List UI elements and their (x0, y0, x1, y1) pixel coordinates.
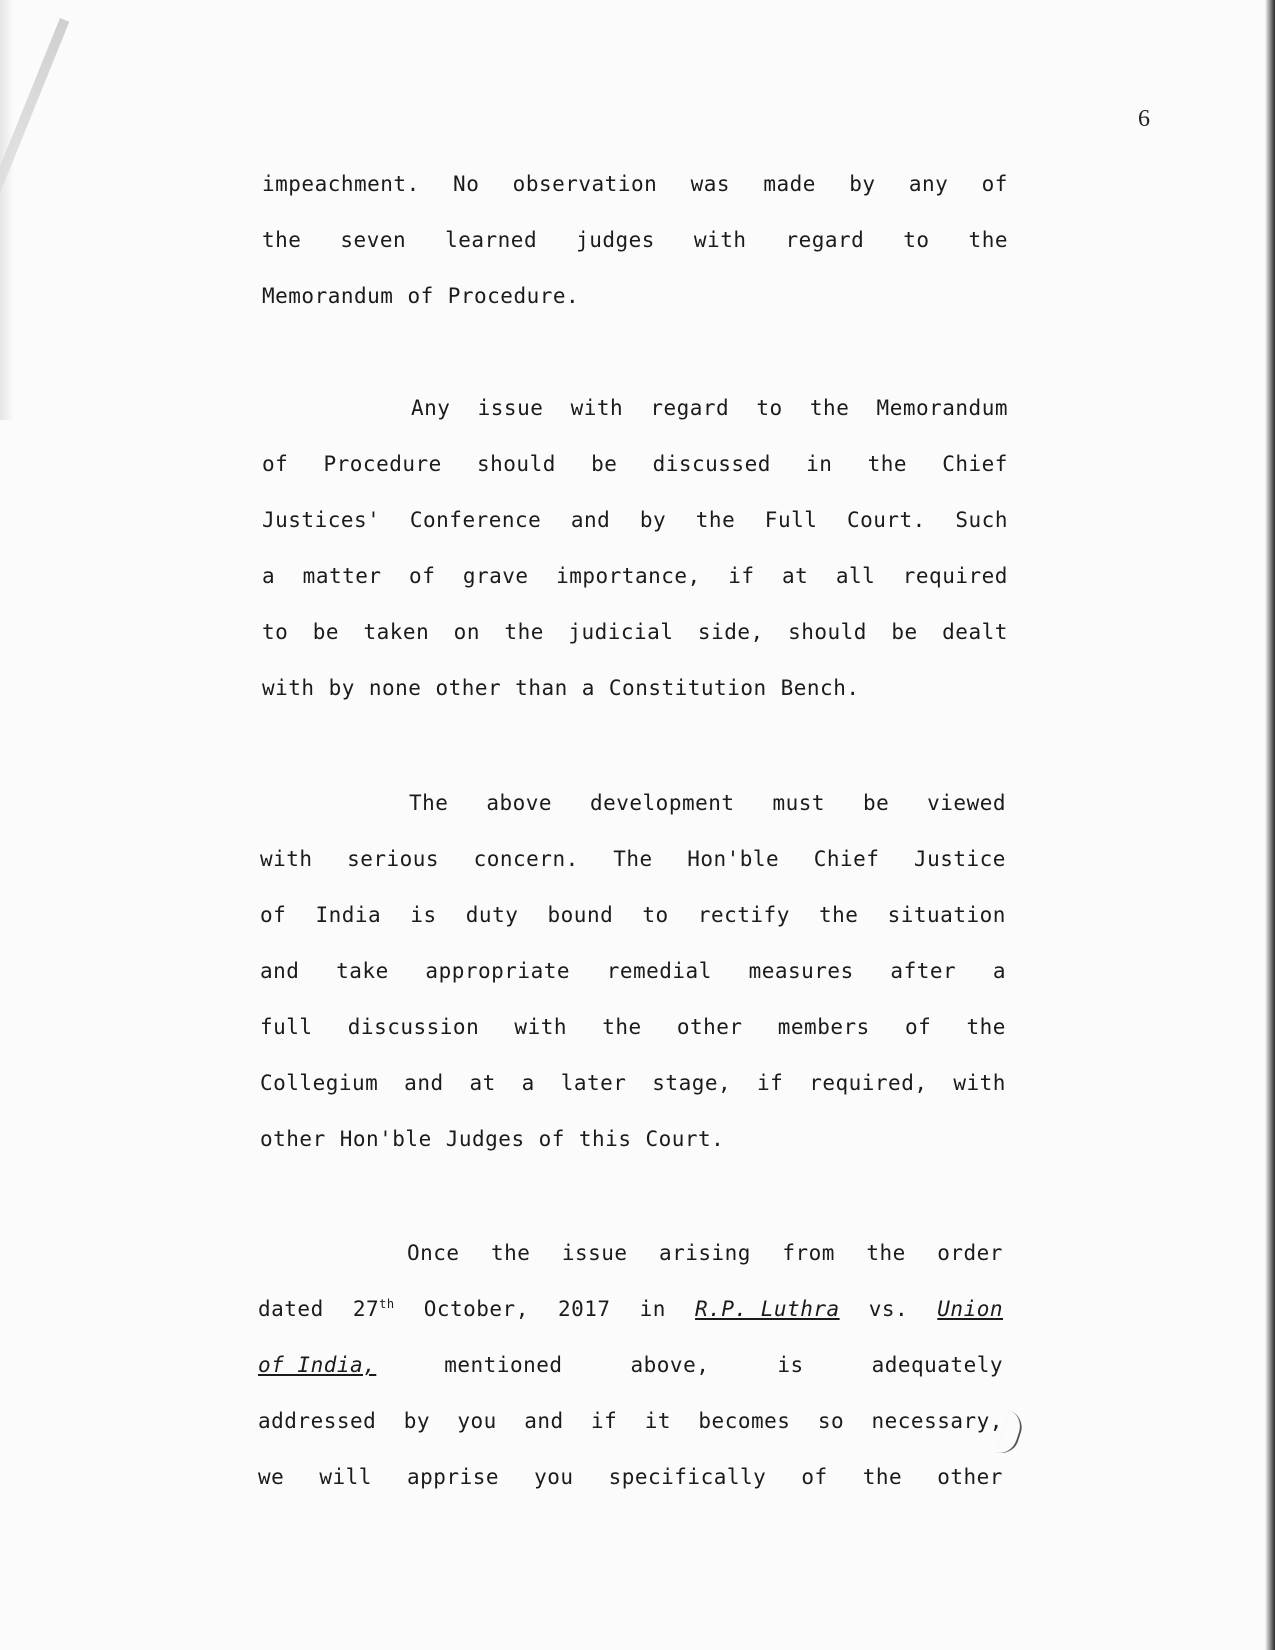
word: the (809, 396, 850, 420)
word: of (262, 452, 289, 476)
word: India (315, 903, 382, 927)
word: concern. (473, 847, 579, 871)
text-line (262, 226, 1008, 254)
text-line (262, 562, 1008, 590)
word: and (404, 1071, 444, 1095)
word: observation (512, 172, 658, 196)
text-line (262, 282, 593, 310)
word: Bench. (780, 676, 860, 700)
text-line (260, 1069, 1006, 1097)
word: No (453, 172, 480, 196)
text-line (262, 618, 1008, 646)
word: made (763, 172, 816, 196)
word: to (756, 396, 783, 420)
word: of (538, 1127, 565, 1151)
text-line (260, 957, 1006, 985)
word: full (260, 1015, 313, 1039)
word: a (521, 1071, 535, 1095)
word: judicial (568, 620, 674, 644)
word: the (819, 903, 859, 927)
word: bound (547, 903, 614, 927)
word: Hon'ble (687, 847, 780, 871)
word: will (319, 1465, 372, 1489)
word: other (260, 1127, 326, 1151)
word: rectify (697, 903, 790, 927)
word: after (890, 959, 957, 983)
case-name-party-a: R.P. Luthra (695, 1297, 840, 1321)
word: mentioned (444, 1353, 563, 1377)
word: of (801, 1465, 828, 1489)
text-line (258, 1295, 1003, 1323)
word: to (262, 620, 289, 644)
word: side, (697, 620, 764, 644)
word: with (570, 396, 624, 420)
word: all (835, 564, 876, 588)
word: Court. (645, 1127, 725, 1151)
word: if (591, 1409, 618, 1433)
word: issue (477, 396, 544, 420)
word: dated (258, 1297, 324, 1321)
word: the (490, 1241, 531, 1265)
word: and (524, 1409, 564, 1433)
word: Chief (942, 452, 1008, 476)
word: specifically (608, 1465, 767, 1489)
word: at (782, 564, 809, 588)
word: judges (576, 228, 655, 252)
word: Any (411, 396, 451, 420)
word: becomes (698, 1409, 791, 1433)
page-number: 6 (1138, 106, 1150, 132)
text-line (258, 1351, 1003, 1379)
word: matter (302, 564, 382, 588)
text-line (262, 674, 873, 702)
word: The (613, 847, 653, 871)
word: if (757, 1071, 784, 1095)
word: was (690, 172, 731, 196)
word: dealt (942, 620, 1008, 644)
word: serious (347, 847, 440, 871)
word: the (862, 1465, 903, 1489)
word: a (581, 676, 595, 700)
word: addressed (258, 1409, 377, 1433)
word: be (591, 452, 618, 476)
word: be (862, 791, 890, 815)
word: the (867, 452, 907, 476)
word: with (693, 228, 747, 252)
text-line (262, 170, 1008, 198)
word: of (407, 284, 434, 308)
word: than (515, 676, 568, 700)
word: a (992, 959, 1006, 983)
word: should (477, 452, 556, 476)
word: so (817, 1409, 845, 1433)
scan-shadow-left (0, 0, 14, 420)
word: to (642, 903, 669, 927)
word: situation (887, 903, 1006, 927)
word: remedial (606, 959, 712, 983)
word: importance, (556, 564, 701, 588)
word: in (639, 1297, 666, 1321)
word: members (777, 1015, 870, 1039)
word: the (968, 228, 1008, 252)
text-line (260, 845, 1006, 873)
word: in (806, 452, 833, 476)
word: impeachment. (262, 172, 420, 196)
word: by (849, 172, 876, 196)
word: of (409, 564, 436, 588)
word: Constitution (608, 676, 767, 700)
text-line (411, 394, 1008, 422)
word: the (262, 228, 302, 252)
word: later (560, 1071, 627, 1095)
word: vs. (868, 1297, 909, 1321)
scan-shadow-right (1265, 0, 1275, 1650)
word: of (981, 172, 1008, 196)
word: regard (650, 396, 730, 420)
word: we (258, 1465, 285, 1489)
text-line (260, 1013, 1006, 1041)
word: this (578, 1127, 632, 1151)
case-name-party-b: Union (937, 1297, 1003, 1321)
word: learned (445, 228, 538, 252)
word: October, (423, 1297, 529, 1321)
word: by (403, 1409, 430, 1433)
word: regard (785, 228, 865, 252)
word: Judges (445, 1127, 525, 1151)
ordinal-suffix: th (379, 1297, 395, 1311)
word: you (534, 1465, 574, 1489)
word: with (514, 1015, 567, 1039)
word: Full (764, 508, 818, 532)
word: it (644, 1409, 672, 1433)
word: be (891, 620, 918, 644)
word: with (260, 847, 313, 871)
word: the (602, 1015, 642, 1039)
word: by (639, 508, 667, 532)
word: above (486, 791, 553, 815)
word: is (777, 1353, 804, 1377)
word: required (902, 564, 1008, 588)
word: be (312, 620, 340, 644)
word: the (966, 1015, 1006, 1039)
word: Court. (846, 508, 926, 532)
word: apprise (407, 1465, 500, 1489)
word: 2017 (557, 1297, 611, 1321)
word: none (368, 676, 422, 700)
word: any (908, 172, 949, 196)
word: at (469, 1071, 496, 1095)
date-day: 27th (352, 1297, 395, 1321)
word: from (782, 1241, 835, 1265)
word: arising (658, 1241, 751, 1265)
word: duty (465, 903, 519, 927)
word: to (903, 228, 930, 252)
word: appropriate (425, 959, 570, 983)
word: Hon'ble (339, 1127, 432, 1151)
word: above, (630, 1353, 710, 1377)
word: Justices' (262, 508, 381, 532)
word: seven (340, 228, 407, 252)
word: by (328, 676, 355, 700)
word: on (453, 620, 480, 644)
text-line (258, 1407, 1003, 1435)
word: grave (462, 564, 529, 588)
word: Justice (913, 847, 1006, 871)
word: Memorandum (876, 396, 1008, 420)
word: discussion (347, 1015, 480, 1039)
word: issue (561, 1241, 628, 1265)
text-line (262, 450, 1008, 478)
word: must (772, 791, 826, 815)
word: order (937, 1241, 1003, 1265)
text-line (260, 1125, 738, 1153)
word: of (260, 903, 287, 927)
word: a (262, 564, 276, 588)
text-line (409, 789, 1006, 817)
word: the (504, 620, 544, 644)
word: required, (809, 1071, 928, 1095)
word: other (435, 676, 502, 700)
word: should (788, 620, 867, 644)
word: is (410, 903, 437, 927)
word: adequately (871, 1353, 1003, 1377)
word: discussed (652, 452, 771, 476)
word: and (260, 959, 300, 983)
case-name-party-b-cont: of India, (258, 1353, 377, 1377)
word: Procedure. (447, 284, 580, 308)
word: stage, (652, 1071, 732, 1095)
word: viewed (927, 791, 1006, 815)
word: and (570, 508, 611, 532)
word: measures (748, 959, 854, 983)
word: Once (407, 1241, 460, 1265)
word: Such (955, 508, 1008, 532)
word: if (728, 564, 755, 588)
word: Conference (409, 508, 542, 532)
text-line (407, 1239, 1003, 1267)
word: the (866, 1241, 906, 1265)
word: with (953, 1071, 1006, 1095)
word: you (457, 1409, 497, 1433)
word: other (937, 1465, 1003, 1489)
word: necessary, (871, 1409, 1003, 1433)
text-line (260, 901, 1006, 929)
word: Procedure (323, 452, 442, 476)
text-line (258, 1463, 1003, 1491)
word: Collegium (260, 1071, 379, 1095)
word: other (676, 1015, 743, 1039)
word: Chief (813, 847, 880, 871)
word: The (409, 791, 449, 815)
word: the (695, 508, 736, 532)
word: with (262, 676, 315, 700)
word: taken (363, 620, 430, 644)
word: of (904, 1015, 932, 1039)
text-line (262, 506, 1008, 534)
word: development (589, 791, 735, 815)
word: take (336, 959, 389, 983)
word: Memorandum (262, 284, 394, 308)
